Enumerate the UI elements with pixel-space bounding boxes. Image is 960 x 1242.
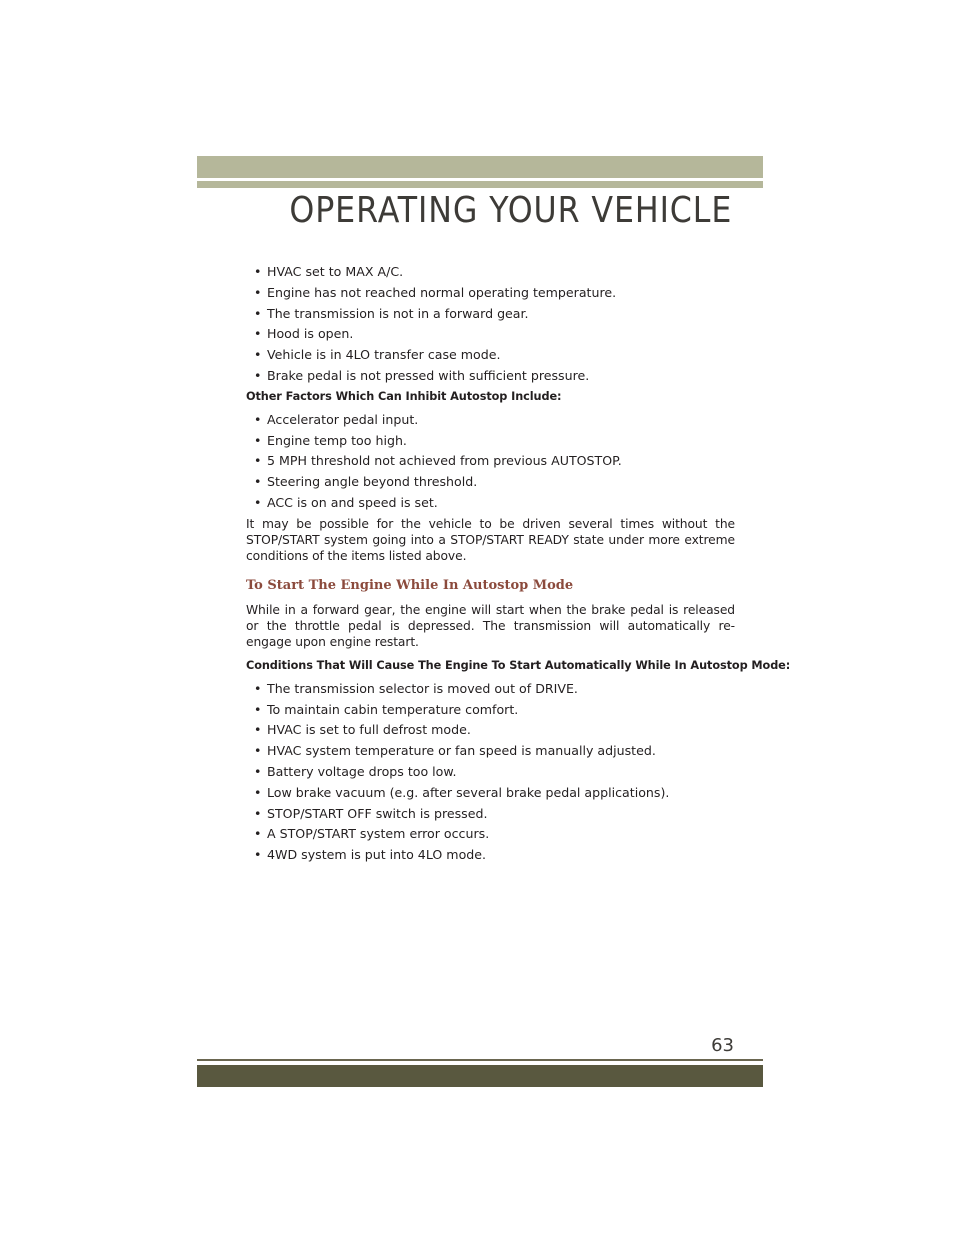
paragraph-stop-start-note: It may be possible for the vehicle to be driven several times without the STOP/START system going into a STOP/START READY state under more extreme conditions of the items listed above. <box>246 516 735 563</box>
list-item: • ACC is on and speed is set. <box>246 495 735 511</box>
list-item: • Engine has not reached normal operating temperature. <box>246 285 735 301</box>
list-item: • To maintain cabin temperature comfort. <box>246 702 735 718</box>
list-item: • HVAC set to MAX A/C. <box>246 264 735 280</box>
page-number: 63 <box>711 1035 734 1056</box>
list-item: • Engine temp too high. <box>246 433 735 449</box>
list-item: • Hood is open. <box>246 326 735 342</box>
list-item: • Accelerator pedal input. <box>246 412 735 428</box>
header-band <box>197 156 763 178</box>
subheading-conditions: Conditions That Will Cause The Engine To Start Automatically While In Autostop Mode: <box>246 658 791 672</box>
restart-conditions-list <box>246 681 735 863</box>
list-item: • HVAC system temperature or fan speed is manually adjusted. <box>246 743 735 759</box>
list-item: • A STOP/START system error occurs. <box>246 826 735 842</box>
section-heading: To Start The Engine While In Autostop Mode <box>246 577 574 593</box>
list-item: • 5 MPH threshold not achieved from previous AUTOSTOP. <box>246 453 735 469</box>
list-item: • Steering angle beyond threshold. <box>246 474 735 490</box>
subheading-other-factors: Other Factors Which Can Inhibit Autostop Include: <box>246 389 562 403</box>
footer-band <box>197 1065 763 1087</box>
list-item: • Low brake vacuum (e.g. after several brake pedal applications). <box>246 785 735 801</box>
other-factors-list <box>246 412 735 511</box>
list-item: • Battery voltage drops too low. <box>246 764 735 780</box>
header-band-thin <box>197 181 763 188</box>
list-item: • Vehicle is in 4LO transfer case mode. <box>246 347 735 363</box>
list-item: • HVAC is set to full defrost mode. <box>246 722 735 738</box>
conditions-list <box>246 264 735 384</box>
footer-rule <box>197 1059 763 1061</box>
paragraph-restart: While in a forward gear, the engine will start when the brake pedal is released or the throttle pedal is depressed. The transmission will automatically re-engage upon engine restart. <box>246 602 735 649</box>
list-item: • Brake pedal is not pressed with sufficient pressure. <box>246 368 735 384</box>
page-content <box>246 264 791 868</box>
list-item: • The transmission selector is moved out of DRIVE. <box>246 681 735 697</box>
list-item: • The transmission is not in a forward gear. <box>246 306 735 322</box>
page-title: OPERATING YOUR VEHICLE <box>289 190 732 231</box>
list-item: • STOP/START OFF switch is pressed. <box>246 806 735 822</box>
list-item: • 4WD system is put into 4LO mode. <box>246 847 735 863</box>
